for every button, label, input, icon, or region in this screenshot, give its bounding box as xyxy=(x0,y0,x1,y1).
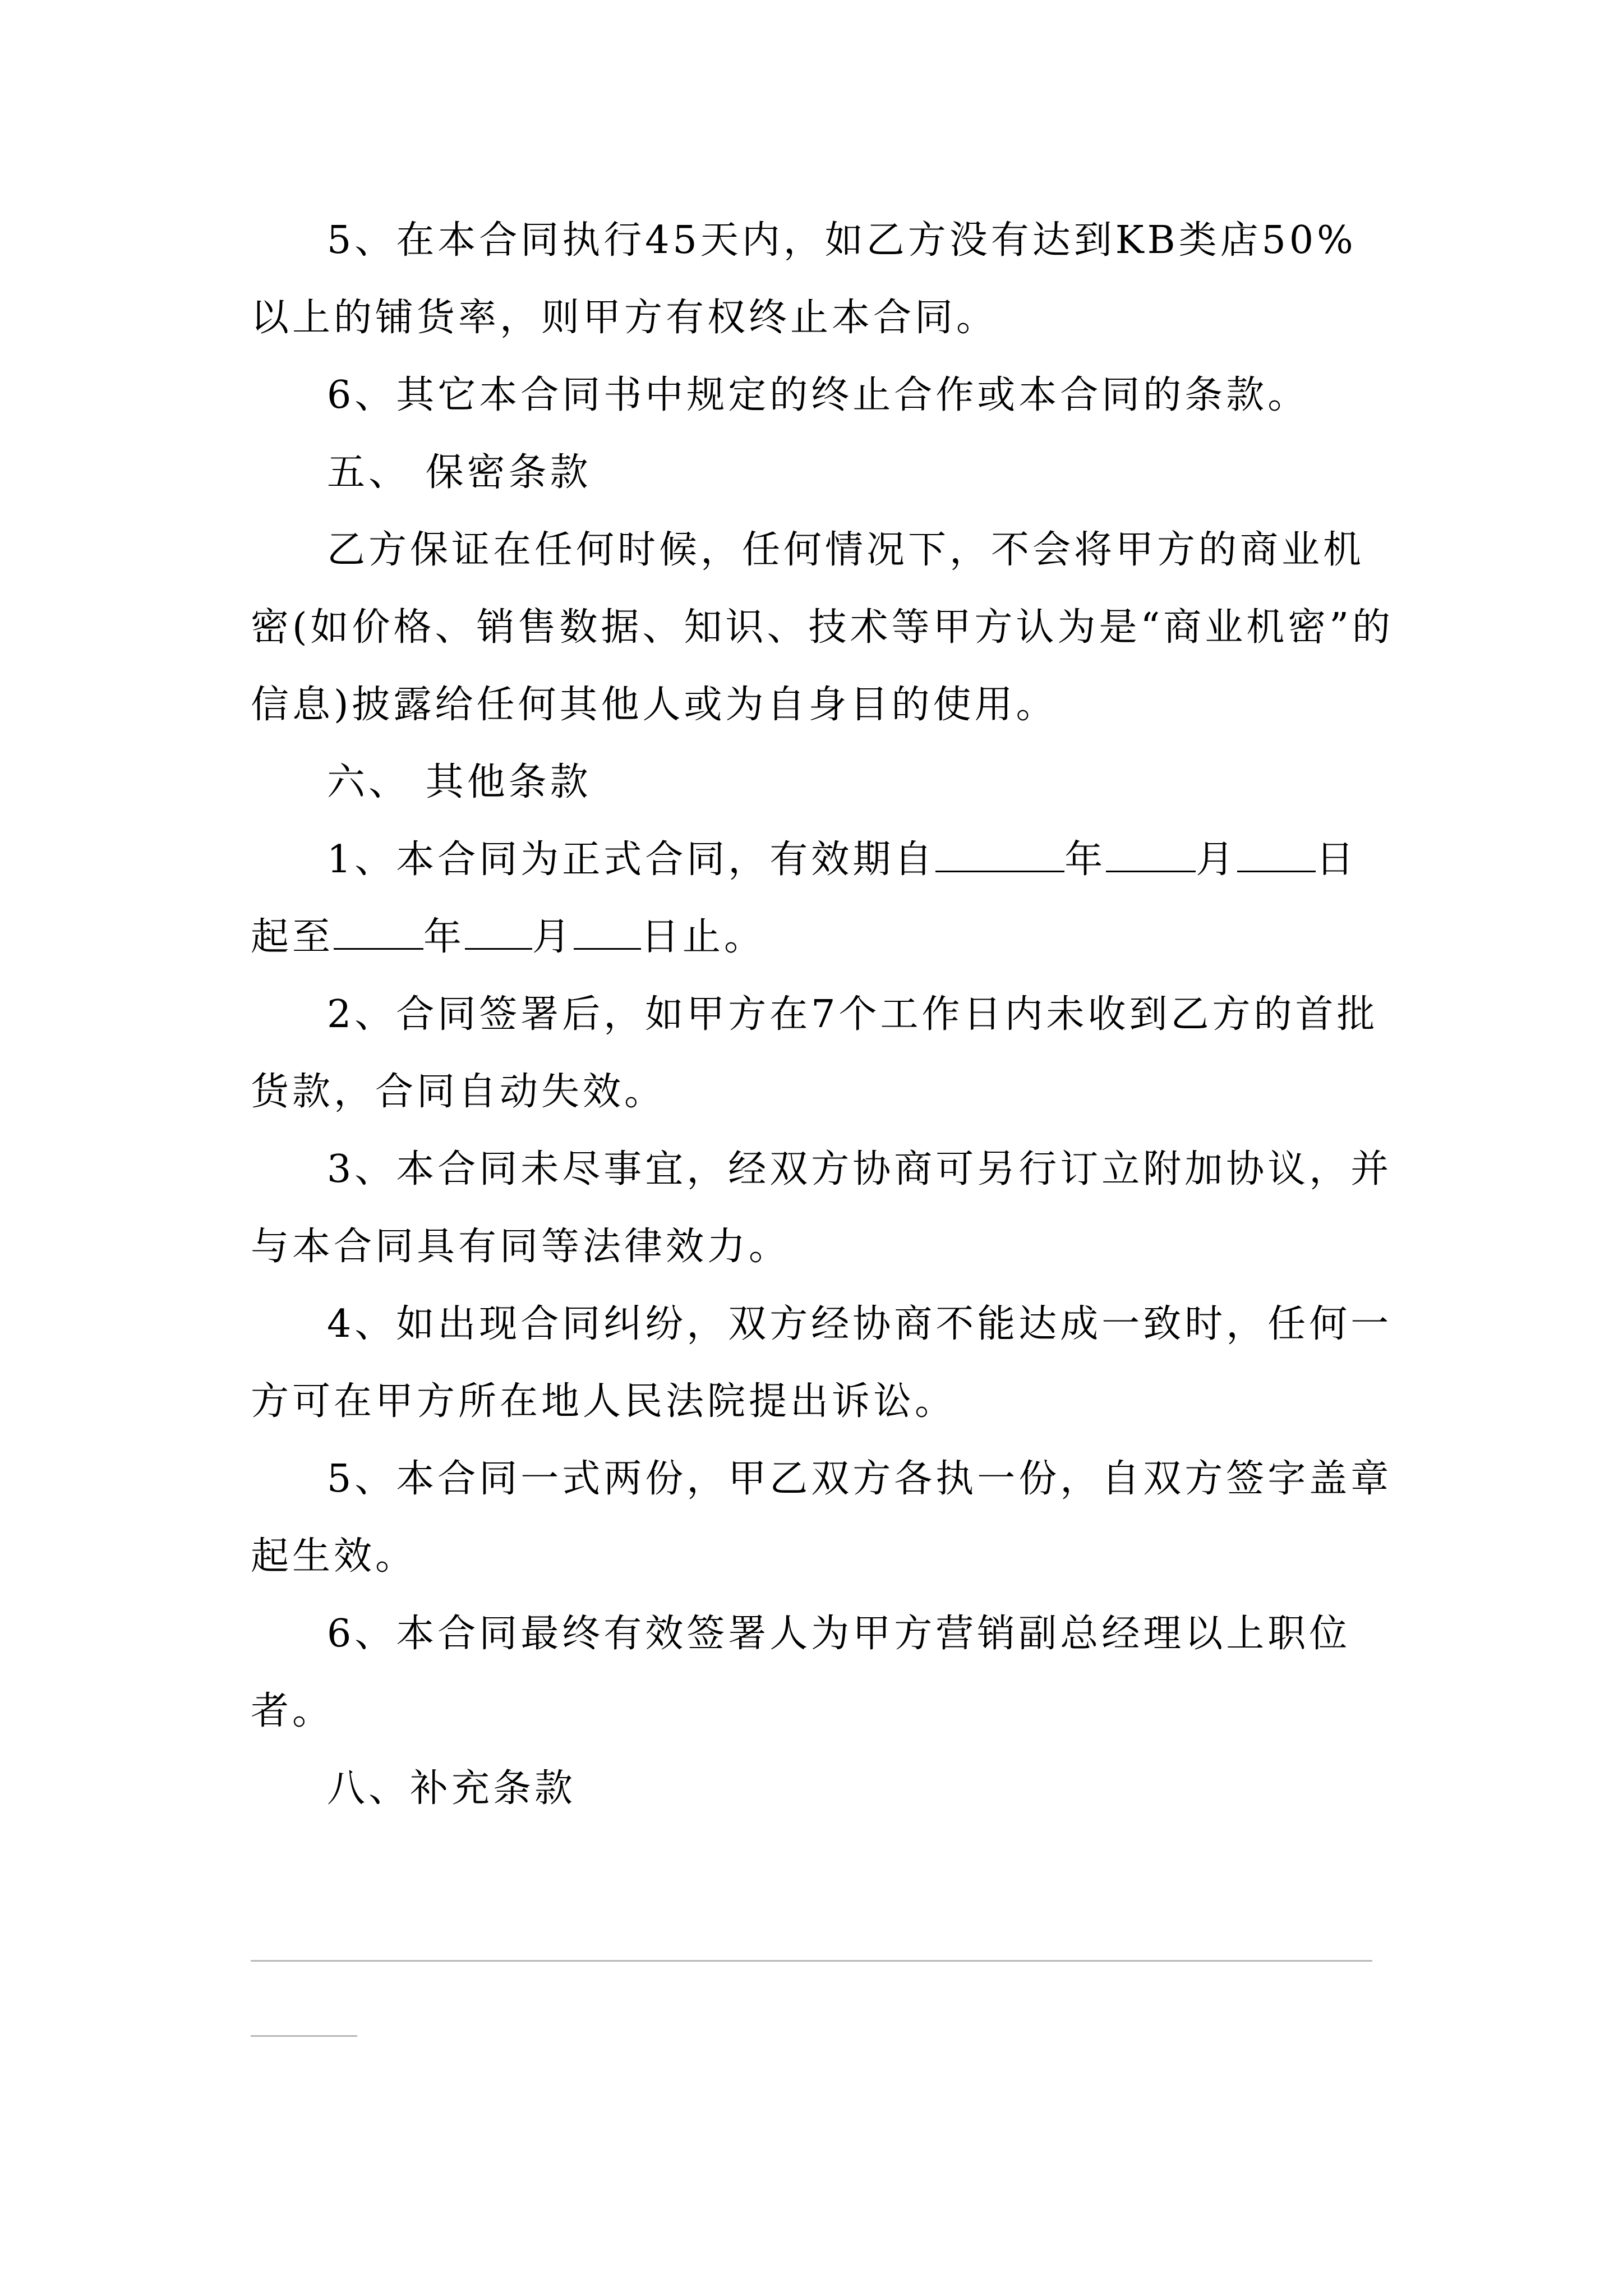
blank-start-day xyxy=(1237,838,1316,872)
validity-text-end: 日止。 xyxy=(641,915,766,959)
validity-month-label-1: 月 xyxy=(1196,838,1238,882)
validity-day-label-1: 日起至 xyxy=(251,838,1358,959)
blank-end-day xyxy=(574,915,641,950)
validity-month-label-2: 月 xyxy=(532,915,574,959)
clause-validity-period xyxy=(251,821,1395,976)
blank-start-month xyxy=(1106,838,1196,872)
fill-line-long xyxy=(251,1960,1372,1962)
validity-text-start: 1、本合同为正式合同，有效期自 xyxy=(327,838,936,882)
clause-copies: 5、本合同一式两份，甲乙双方各执一份，自双方签字盖章起生效。 xyxy=(251,1457,1393,1579)
validity-year-label-2: 年 xyxy=(423,915,465,959)
validity-year-label-1: 年 xyxy=(1064,838,1106,882)
section-heading-confidentiality: 五、 保密条款 xyxy=(327,450,592,495)
clause-supplementary-agreement: 3、本合同未尽事宜，经双方协商可另行订立附加协议，并与本合同具有同等法律效力。 xyxy=(251,1147,1393,1269)
clause-first-payment: 2、合同签署后，如甲方在7个工作日内未收到乙方的首批货款，合同自动失效。 xyxy=(251,992,1378,1114)
document-body xyxy=(251,202,1395,1828)
blank-start-year xyxy=(935,838,1064,872)
clause-termination-6: 6、其它本合同书中规定的终止合作或本合同的条款。 xyxy=(327,373,1310,417)
clause-signatory: 6、本合同最终有效签署人为甲方营销副总经理以上职位者。 xyxy=(251,1612,1351,1733)
section-heading-other-terms: 六、 其他条款 xyxy=(327,760,592,804)
blank-end-year xyxy=(334,915,423,950)
clause-termination-5: 5、在本合同执行45天内，如乙方没有达到KB类店50%以上的铺货率，则甲方有权终止本合同。 xyxy=(251,218,1357,340)
fill-line-short xyxy=(251,2035,357,2037)
clause-dispute: 4、如出现合同纠纷，双方经协商不能达成一致时，任何一方可在甲方所在地人民法院提出诉讼。 xyxy=(251,1302,1393,1424)
clause-confidentiality: 乙方保证在任何时候，任何情况下，不会将甲方的商业机密(如价格、销售数据、知识、技术等甲方认为是“商业机密”的信息)披露给任何其他人或为自身目的使用。 xyxy=(251,528,1394,727)
blank-end-month xyxy=(465,915,532,950)
section-heading-supplementary: 八、补充条款 xyxy=(327,1766,577,1811)
